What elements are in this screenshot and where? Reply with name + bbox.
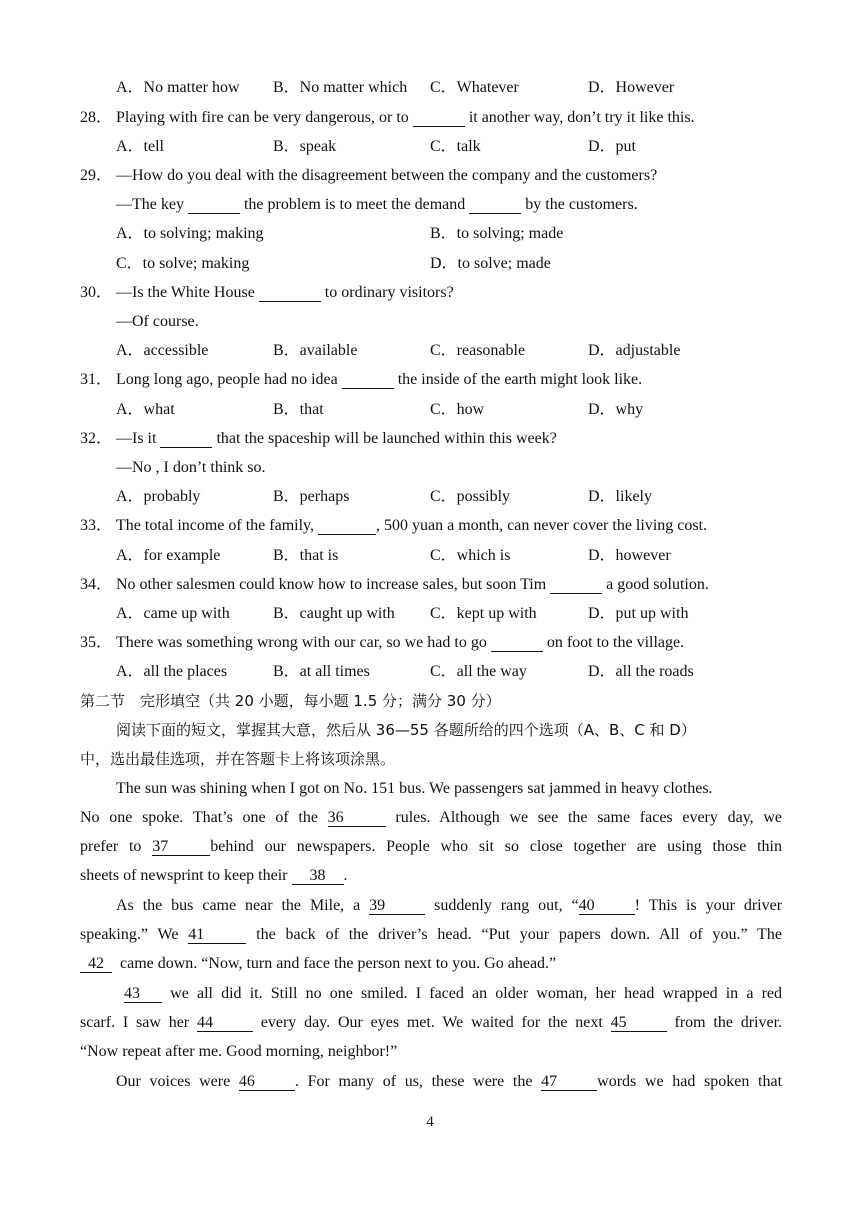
passage-text: No one spoke. That’s one of the (80, 809, 318, 826)
option-c: C．kept up with (430, 605, 537, 622)
stem-text: by the customers. (525, 196, 638, 213)
section-instructions-line1: 阅读下面的短文，掌握其大意，然后从 36—55 各题所给的四个选项（A、B、C 和 D） (116, 721, 696, 739)
question-number: 34． (80, 576, 113, 593)
option-d: D．to solve; made (430, 255, 551, 272)
cloze-blank-44: 44 (197, 1015, 253, 1032)
cloze-blank-39: 39 (369, 898, 425, 915)
cloze-blank-41: 41 (188, 927, 246, 944)
option-b: B．available (273, 342, 358, 359)
passage-text: ! This is your driver (634, 897, 783, 914)
stem-text: the problem is to meet the demand (243, 196, 466, 213)
passage-text: scarf. I saw her (80, 1014, 190, 1031)
option-c: C．how (430, 401, 485, 418)
question-number: 28． (80, 109, 113, 126)
answer-blank (259, 285, 321, 302)
passage-text: rules. Although we see the same faces every day, we (395, 809, 783, 826)
answer-blank (491, 635, 543, 652)
stem-text: , 500 yuan a month, can never cover the living cost. (376, 517, 708, 534)
stem-text: it another way, don’t try it like this. (468, 109, 695, 126)
question-number: 32． (80, 430, 113, 447)
option-b: B．speak (273, 138, 337, 155)
page-number: 4 (426, 1114, 434, 1130)
cloze-blank-47: 47 (541, 1074, 597, 1091)
passage-line (80, 866, 348, 886)
option-d: D．likely (588, 488, 652, 505)
q27-option-d: D．However (588, 79, 675, 96)
stem-text: to ordinary visitors? (324, 284, 454, 301)
passage-text: speaking.” We (80, 926, 179, 943)
option-a: A．for example (116, 547, 221, 564)
answer-blank (469, 197, 521, 214)
option-b: B．at all times (273, 663, 370, 680)
stem-text: —Of course. (116, 313, 199, 330)
question-number: 35． (80, 634, 113, 651)
passage-text: As the bus came near the Mile, a (116, 897, 361, 914)
option-b: B．that (273, 401, 324, 418)
passage-line (80, 925, 782, 945)
passage-line (80, 808, 782, 828)
answer-blank (188, 197, 240, 214)
q27-option-a: A．No matter how (116, 79, 240, 96)
passage-text: behind our newspapers. People who sit so close together are using those thin (210, 838, 783, 855)
passage-line (124, 984, 782, 1004)
cloze-blank-46: 46 (239, 1074, 295, 1091)
option-c: C．reasonable (430, 342, 526, 359)
cloze-blank-42: 42 (80, 956, 112, 973)
answer-blank (342, 372, 394, 389)
option-c: C．which is (430, 547, 511, 564)
passage-text: prefer to (80, 838, 142, 855)
passage-text: . For many of us, these were the (294, 1073, 533, 1090)
option-b: B．caught up with (273, 605, 395, 622)
section-instructions-line2: 中，选出最佳选项，并在答题卡上将该项涂黑。 (80, 750, 396, 768)
option-a: A．to solving; making (116, 225, 264, 242)
option-a: A．came up with (116, 605, 230, 622)
answer-blank (413, 110, 465, 127)
option-c: C．possibly (430, 488, 511, 505)
option-d: D．put up with (588, 605, 689, 622)
passage-line (116, 1072, 782, 1092)
stem-text: Long long ago, people had no idea (116, 371, 338, 388)
question-number: 29． (80, 167, 113, 184)
cloze-blank-37: 37 (152, 839, 210, 856)
passage-line: “Now repeat after me. Good morning, neighbor!” (80, 1043, 398, 1060)
stem-text: on foot to the village. (546, 634, 685, 651)
passage-text: Our voices were (116, 1073, 231, 1090)
option-d: D．all the roads (588, 663, 694, 680)
passage-line: The sun was shining when I got on No. 151 bus. We passengers sat jammed in heavy clothes. (116, 780, 713, 797)
option-a: A．tell (116, 138, 164, 155)
passage-text: . (343, 867, 348, 884)
stem-text: Playing with fire can be very dangerous, or to (116, 109, 409, 126)
option-d: D．adjustable (588, 342, 681, 359)
stem-text: —Is it (116, 430, 157, 447)
option-b: B．perhaps (273, 488, 350, 505)
option-c: C．all the way (430, 663, 527, 680)
passage-line (116, 896, 782, 916)
stem-text: that the spaceship will be launched within this week? (216, 430, 557, 447)
cloze-blank-36: 36 (328, 810, 386, 827)
question-number: 31． (80, 371, 113, 388)
passage-text: we all did it. Still no one smiled. I faced an older woman, her head wrapped in a red (170, 985, 782, 1002)
stem-text: No other salesmen could know how to increase sales, but soon Tim (116, 576, 547, 593)
stem-text: There was something wrong with our car, so we had to go (116, 634, 487, 651)
answer-blank (318, 518, 376, 535)
question-number: 33． (80, 517, 113, 534)
option-b: B．that is (273, 547, 339, 564)
cloze-blank-38: 38 (292, 868, 344, 885)
section-heading: 第二节 完形填空（共 20 小题，每小题 1.5 分；满分 30 分） (80, 692, 501, 710)
option-c: C．talk (430, 138, 481, 155)
option-d: D．why (588, 401, 644, 418)
q27-option-b: B．No matter which (273, 79, 408, 96)
stem-text: a good solution. (606, 576, 709, 593)
q27-option-c: C．Whatever (430, 79, 519, 96)
passage-text: suddenly rang out, “ (434, 897, 579, 914)
option-a: A．accessible (116, 342, 209, 359)
passage-text: came down. “Now, turn and face the person next to you. Go ahead.” (120, 955, 557, 972)
option-a: A．what (116, 401, 175, 418)
passage-line (80, 954, 556, 974)
passage-text: every day. Our eyes met. We waited for the next (260, 1014, 603, 1031)
question-number: 30． (80, 284, 113, 301)
passage-line (80, 1013, 782, 1033)
cloze-blank-43: 43 (124, 986, 162, 1003)
stem-text: the inside of the earth might look like. (397, 371, 643, 388)
option-a: A．probably (116, 488, 201, 505)
stem-text: —Is the White House (116, 284, 255, 301)
passage-text: words we had spoken that (597, 1073, 783, 1090)
stem-text: —The key (116, 196, 184, 213)
option-d: D．however (588, 547, 671, 564)
answer-blank (160, 431, 212, 448)
stem-text: The total income of the family, (116, 517, 315, 534)
passage-line (80, 837, 782, 857)
passage-text: the back of the driver’s head. “Put your papers down. All of you.” The (256, 926, 783, 943)
cloze-blank-45: 45 (611, 1015, 667, 1032)
passage-text: sheets of newsprint to keep their (80, 867, 288, 884)
option-a: A．all the places (116, 663, 228, 680)
option-d: D．put (588, 138, 637, 155)
passage-text: from the driver. (674, 1014, 783, 1031)
option-c: C．to solve; making (116, 255, 250, 272)
option-b: B．to solving; made (430, 225, 564, 242)
stem-text: —No , I don’t think so. (116, 459, 266, 476)
answer-blank (550, 577, 602, 594)
cloze-blank-40: 40 (579, 898, 635, 915)
stem-text: —How do you deal with the disagreement between the company and the customers? (116, 167, 658, 184)
